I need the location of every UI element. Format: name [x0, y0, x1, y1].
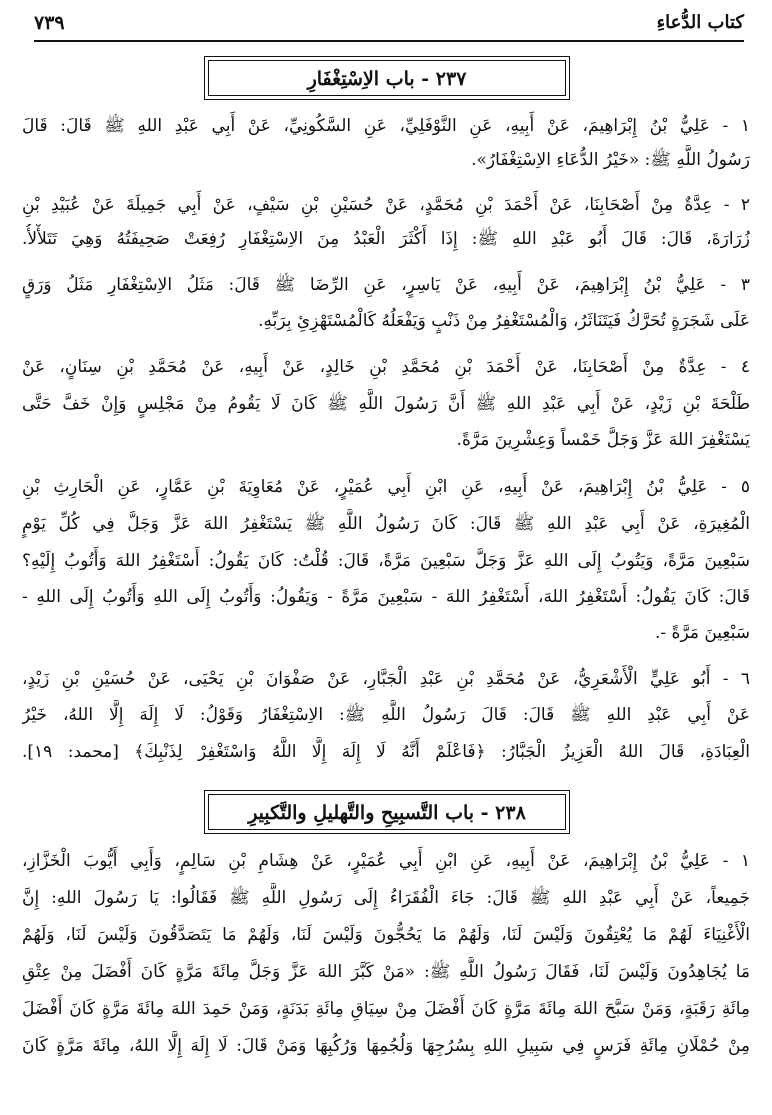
text-line: الْأَغْنِيَاءَ لَهُمْ مَا يُعْتِقُونَ وَلَيْسَ لَنَا، وَلَهُمْ مَا يَحُجُّونَ وَلَيْسَ لَنَا، وَلَهُمْ مَا يَتَصَدَّقُونَ وَلَيْسَ لَنَا، وَلَهُمْ — [22, 925, 750, 945]
chapter-title: ٢٣٧ - باب الاِسْتِغْفَارِ — [307, 68, 467, 90]
text-line: ٥ - عَلِيُّ بْنُ إِبْرَاهِيمَ، عَنْ أَبِيهِ، عَنِ ابْنِ أَبِي عُمَيْرٍ، عَنْ مُعَاوِيَةَ بْنِ عَمَّارٍ، عَنِ الْحَارِثِ بْنِ — [22, 477, 750, 497]
chapter-title-box — [204, 56, 570, 100]
page-header — [34, 10, 744, 42]
text-line: عَنْ أَبِي عَبْدِ اللهِ ﷺ قَالَ: قَالَ رَسُولُ اللَّهِ ﷺ: الاِسْتِغْفَارُ وَقَوْلُ: لَا إِلَهَ إِلَّا اللهُ، خَيْرُ — [22, 705, 750, 725]
text-line: يَسْتَغْفِرَ اللهَ عَزَّ وَجَلَّ خَمْساً وَعِشْرِينَ مَرَّةً. — [456, 430, 750, 450]
text-line: جَمِيعاً، عَنْ أَبِي عَبْدِ اللهِ ﷺ قَالَ: جَاءَ الْفُقَرَاءُ إِلَى رَسُولِ اللَّهِ ﷺ فَقَالُوا: يَا رَسُولَ اللهِ: إِنَّ — [22, 888, 750, 908]
text-line: قَالَ: كَانَ يَقُولُ: أَسْتَغْفِرُ اللهَ، أَسْتَغْفِرُ اللهَ - سَبْعِينَ مَرَّةً - وَيَقُولُ: وَأَتُوبُ إِلَى اللهِ وَأَتُوبُ إِلَى اللهِ - — [22, 587, 750, 607]
chapter-title-box — [204, 790, 570, 834]
text-line: الْعِبَادَةِ، قَالَ اللهُ الْعَزِيزُ الْجَبَّارُ: ﴿فَاعْلَمْ أَنَّهُ لَا إِلَهَ إِلَّا اللَّهُ وَاسْتَغْفِرْ لِذَنْبِكَ﴾ [محمد: ١٩]. — [22, 742, 750, 762]
text-line: سَبْعِينَ مَرَّةً، وَيَتُوبُ إِلَى اللهِ عَزَّ وَجَلَّ سَبْعِينَ مَرَّةً، قَالَ: قُلْتُ: كَانَ يَقُولُ: أَسْتَغْفِرُ اللهَ وَأَتُوبُ إِلَيْهِ؟ — [22, 551, 750, 571]
chapter-title: ٢٣٨ - باب التَّسبِيحِ والتَّهليلِ والتَّكبِيرِ — [248, 802, 526, 824]
text-line: ٦ - أَبُو عَلِيٍّ الْأَشْعَرِيُّ، عَنْ مُحَمَّدِ بْنِ عَبْدِ الْجَبَّارِ، عَنْ صَفْوَانَ بْنِ يَحْيَى، عَنْ حُسَيْنِ بْنِ زَيْدٍ، — [22, 669, 750, 689]
text-line: زُرَارَةَ، قَالَ: قَالَ أَبُو عَبْدِ اللهِ ﷺ: إِذَا أَكْثَرَ الْعَبْدُ مِنَ الاِسْتِغْفَارِ رُفِعَتْ صَحِيفَتُهُ وَهِيَ تَتَلأْلأُ. — [22, 229, 750, 249]
text-line: رَسُولُ اللَّهِ ﷺ: «خَيْرُ الدُّعَاءِ الاِسْتِغْفَارُ». — [471, 150, 750, 170]
text-line: سَبْعِينَ مَرَّةً -. — [655, 623, 750, 643]
book-title: كتاب الدُّعاءِ — [656, 12, 744, 33]
text-line: ٢ - عِدَّةٌ مِنْ أَصْحَابِنَا، عَنْ أَحْمَدَ بْنِ مُحَمَّدٍ، عَنْ حُسَيْنِ بْنِ سَيْفٍ، عَنْ أَبِي جَمِيلَةَ عَنْ عُبَيْدِ بْنِ — [22, 195, 750, 215]
page-number: ٧٣٩ — [34, 12, 65, 34]
text-line: مَا يُجَاهِدُونَ وَلَيْسَ لَنَا، فَقَالَ رَسُولُ اللَّهِ ﷺ: «مَنْ كَبَّرَ اللهَ عَزَّ وَجَلَّ مِائَةَ مَرَّةٍ كَانَ أَفْضَلَ مِنْ عِتْقِ — [22, 962, 750, 982]
text-line: مِائَةِ رَقَبَةٍ، وَمَنْ سَبَّحَ اللهَ مِائَةَ مَرَّةٍ كَانَ أَفْضَلَ مِنْ سِيَاقِ مِائَةِ بَدَنَةٍ، وَمَنْ حَمِدَ اللهَ مِائَةَ مَرَّةٍ كَانَ أَفْضَلَ — [22, 999, 750, 1019]
text-line: طَلْحَةَ بْنِ زَيْدٍ، عَنْ أَبِي عَبْدِ اللهِ ﷺ أَنَّ رَسُولَ اللَّهِ ﷺ كَانَ لَا يَقُومُ مِنْ مَجْلِسٍ وَإِنْ خَفَّ حَتَّى — [22, 394, 750, 414]
text-line: ٣ - عَلِيُّ بْنُ إِبْرَاهِيمَ، عَنْ أَبِيهِ، عَنْ يَاسِرٍ، عَنِ الرِّضَا ﷺ قَالَ: مَثَلُ الاِسْتِغْفَارِ مَثَلُ وَرَقٍ — [22, 275, 750, 295]
text-line: ٤ - عِدَّةٌ مِنْ أَصْحَابِنَا، عَنْ أَحْمَدَ بْنِ مُحَمَّدِ بْنِ خَالِدٍ، عَنْ أَبِيهِ، عَنْ مُحَمَّدِ بْنِ سِنَانٍ، عَنْ — [22, 357, 750, 377]
text-line: ١ - عَلِيُّ بْنُ إِبْرَاهِيمَ، عَنْ أَبِيهِ، عَنِ النَّوْفَلِيِّ، عَنِ السَّكُونِيِّ، عَنْ أَبِي عَبْدِ اللهِ ﷺ قَالَ: قَالَ — [22, 116, 750, 136]
text-line: الْمُغِيرَةِ، عَنْ أَبِي عَبْدِ اللهِ ﷺ قَالَ: كَانَ رَسُولُ اللَّهِ ﷺ يَسْتَغْفِرُ اللهَ عَزَّ وَجَلَّ فِي كُلِّ يَوْمٍ — [22, 514, 750, 534]
text-line: مِنْ حُمْلَانِ مِائَةِ فَرَسٍ فِي سَبِيلِ اللهِ بِسُرُجِهَا وَلُجُمِهَا وَرُكُبِهَا وَمَنْ قَالَ: لَا إِلَهَ إِلَّا اللهُ، مِائَةَ مَرَّةٍ كَانَ — [22, 1036, 750, 1056]
text-line: ١ - عَلِيُّ بْنُ إِبْرَاهِيمَ، عَنْ أَبِيهِ، عَنِ ابْنِ أَبِي عُمَيْرٍ، عَنْ هِشَامِ بْنِ سَالِمٍ، وَأَبِي أَيُّوبَ الْخَزَّازِ، — [22, 851, 750, 871]
text-line: عَلَى شَجَرَةٍ تُحَرَّكُ فَيَتَنَاثَرُ، وَالْمُسْتَغْفِرُ مِنْ ذَنْبٍ وَيَفْعَلُهُ كَالْمُسْتَهْزِئِ بِرَبِّهِ. — [258, 311, 750, 331]
